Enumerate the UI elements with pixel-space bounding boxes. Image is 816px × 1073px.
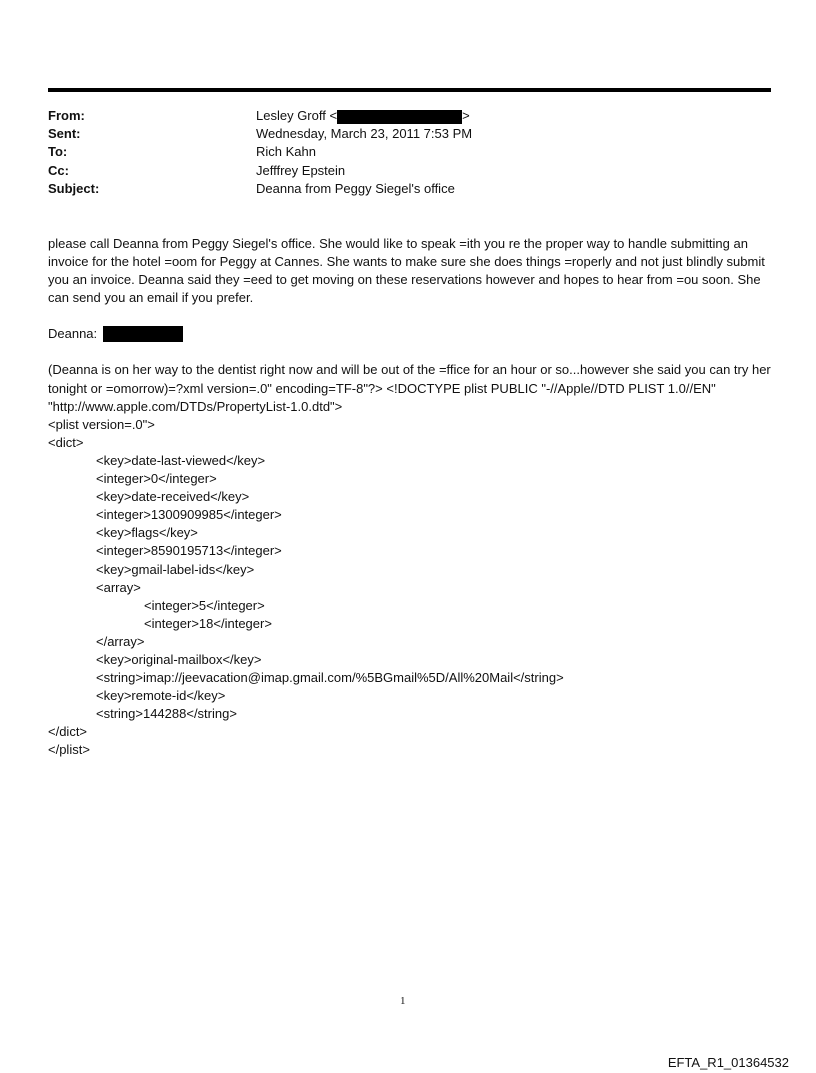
plist-line: <key>original-mailbox</key> [96, 651, 262, 667]
plist-line: <dict> [48, 434, 84, 450]
plist-line: <string>imap://jeevacation@imap.gmail.com/%5BGmail%5D/All%20Mail</string> [96, 670, 564, 686]
plist-line: <integer>1300909985</integer> [96, 507, 282, 523]
subject-row [48, 180, 768, 198]
plist-line: <integer>5</integer> [144, 597, 265, 613]
plist-line: <plist version=.0"> [48, 416, 155, 432]
cc-label: Cc: [48, 162, 69, 178]
cc-value: Jefffrey Epstein [256, 162, 346, 178]
plist-line: <integer>8590195713</integer> [96, 543, 282, 559]
sent-label: Sent: [48, 126, 81, 142]
plist-line: <key>remote-id</key> [96, 688, 226, 704]
from-label: From: [48, 108, 85, 123]
contact-label: Deanna: [48, 326, 98, 342]
sent-row [48, 125, 768, 143]
cc-row [48, 162, 768, 180]
plist-line: </plist> [48, 742, 90, 758]
message-note: (Deanna is on her way to the dentist right now and will be out of the =ffice for an hour or so...however she said you can try her tonight or =omorrow)=?xml version=.0" encoding=TF-8"?> <!DOCTYPE plist PUBLIC "-//Apple//DTD PLIST 1.0//EN" "http://www.apple.com/DTDs/PropertyList-1.0.dtd"> [48, 362, 771, 414]
to-row [48, 143, 768, 161]
plist-line: <key>date-received</key> [96, 489, 250, 505]
header-divider [48, 88, 771, 92]
to-value: Rich Kahn [256, 144, 316, 160]
from-row [48, 107, 768, 125]
plist-line: <key>flags</key> [96, 525, 198, 541]
plist-line: <integer>0</integer> [96, 471, 217, 487]
document-id: EFTA_R1_01364532 [667, 1055, 789, 1070]
email-header [48, 107, 768, 198]
plist-line: </array> [96, 633, 145, 649]
email-body [48, 235, 773, 760]
from-close: > [462, 108, 470, 123]
page-number: 1 [400, 995, 406, 1007]
plist-line: <key>gmail-label-ids</key> [96, 561, 255, 577]
plist-line: <string>144288</string> [96, 706, 237, 722]
to-label: To: [48, 144, 68, 160]
contact-line [48, 325, 773, 343]
subject-value: Deanna from Peggy Siegel's office [256, 180, 455, 196]
message-paragraph: please call Deanna from Peggy Siegel's office. She would like to speak =ith you re the proper way to handle submitting an invoice for the hotel =oom for Peggy at Cannes. She wants to make sure she does things =roperly and not just blindly submit you an invoice. Deanna said they =eed to get moving on these reservations however and hopes to hear from =ou soon. She can send you an email if you prefer. [48, 236, 765, 306]
plist-line: <key>date-last-viewed</key> [96, 452, 266, 468]
plist-line: <integer>18</integer> [144, 615, 272, 631]
redaction-block [337, 110, 462, 124]
plist-block [48, 416, 773, 760]
subject-label: Subject: [48, 180, 100, 196]
from-name: Lesley Groff < [256, 108, 338, 123]
redaction-block [103, 326, 183, 342]
sent-value: Wednesday, March 23, 2011 7:53 PM [256, 126, 473, 142]
plist-line: <array> [96, 579, 141, 595]
plist-line: </dict> [48, 724, 88, 740]
from-value [256, 107, 768, 125]
